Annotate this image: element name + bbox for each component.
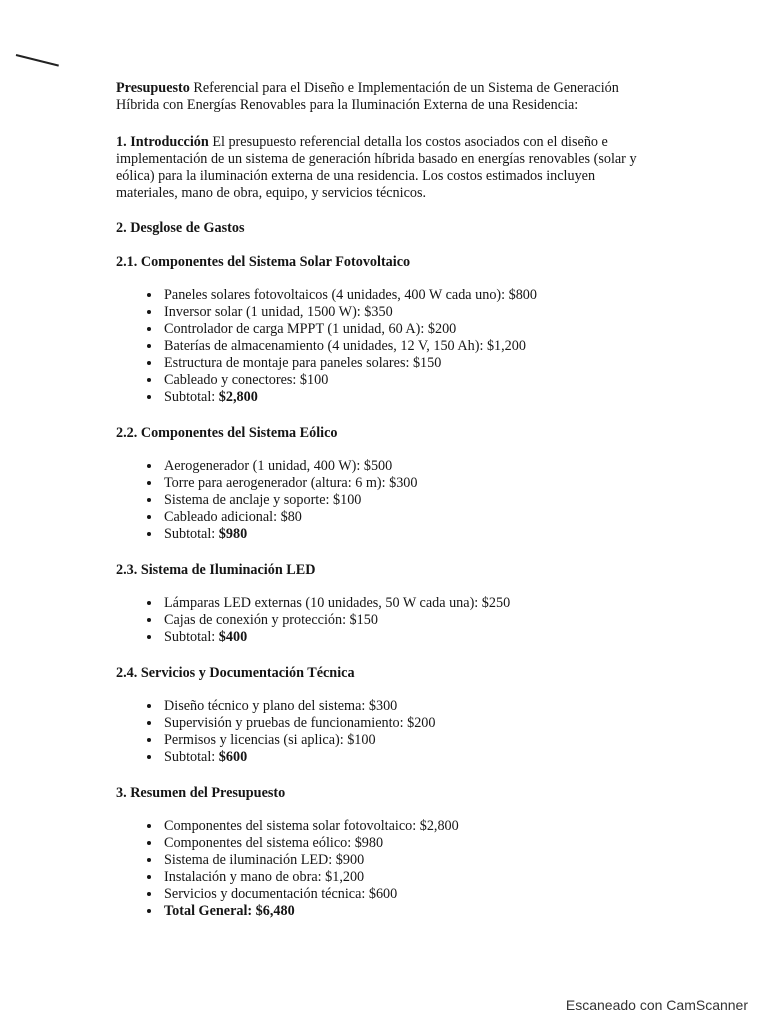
subtotal-item (162, 389, 656, 406)
subtotal-label: Subtotal: (164, 629, 216, 645)
summary-list (116, 818, 656, 920)
list-item: • Controlador de carga MPPT (1 unidad, 60 A): $200 (162, 321, 656, 338)
list-item: • Baterías de almacenamiento (4 unidades, 12 V, 150 Ah): $1,200 (162, 338, 656, 355)
summary-heading: 3. Resumen del Presupuesto (116, 785, 286, 801)
list-item: • Componentes del sistema eólico: $980 (162, 835, 656, 852)
section-heading-services: 2.4. Servicios y Documentación Técnica (116, 665, 355, 681)
list-item: • Servicios y documentación técnica: $600 (162, 886, 656, 903)
introduction-heading: 1. Introducción (116, 134, 209, 150)
section-list-led (116, 595, 656, 646)
breakdown-heading: 2. Desglose de Gastos (116, 220, 245, 236)
section-heading-solar: 2.1. Componentes del Sistema Solar Fotovoltaico (116, 254, 411, 270)
section-heading-led: 2.3. Sistema de Iluminación LED (116, 562, 316, 578)
list-item: • Componentes del sistema solar fotovoltaico: $2,800 (162, 818, 656, 835)
subtotal-value: $600 (218, 749, 248, 765)
list-item: • Paneles solares fotovoltaicos (4 unidades, 400 W cada uno): $800 (162, 287, 656, 304)
list-item: • Sistema de iluminación LED: $900 (162, 852, 656, 869)
subtotal-label: Subtotal: (164, 749, 216, 765)
subtotal-value: $2,800 (218, 389, 258, 405)
title-rest: Referencial para el Diseño e Implementación de un Sistema de Generación Híbrida con Energías Renovables para la Iluminación Externa de una Residencia: (116, 80, 619, 113)
subtotal-item (162, 526, 656, 543)
document-title (116, 80, 656, 114)
scanner-watermark: Escaneado con CamScanner (565, 997, 748, 1013)
pen-stroke-mark (16, 54, 59, 67)
subtotal-label: Subtotal: (164, 389, 216, 405)
section-list-solar (116, 287, 656, 406)
list-item: • Diseño técnico y plano del sistema: $300 (162, 698, 656, 715)
subtotal-value: $400 (218, 629, 248, 645)
list-item: • Inversor solar (1 unidad, 1500 W): $350 (162, 304, 656, 321)
list-item: • Torre para aerogenerador (altura: 6 m): $300 (162, 475, 656, 492)
list-item: • Sistema de anclaje y soporte: $100 (162, 492, 656, 509)
list-item: • Supervisión y pruebas de funcionamiento: $200 (162, 715, 656, 732)
introduction-paragraph (116, 134, 656, 202)
list-item: • Instalación y mano de obra: $1,200 (162, 869, 656, 886)
list-item: • Cableado adicional: $80 (162, 509, 656, 526)
introduction-text: El presupuesto referencial detalla los costos asociados con el diseño e implementación de un sistema de generación híbrida basado en energías renovables (solar y eólica) para la iluminación externa de una residencia. Los costos estimados incluyen materiales, mano de obra, equipo, y servicios técnicos. (116, 134, 637, 201)
subtotal-item (162, 629, 656, 646)
subtotal-label: Subtotal: (164, 526, 216, 542)
list-item: • Estructura de montaje para paneles solares: $150 (162, 355, 656, 372)
list-item: • Cajas de conexión y protección: $150 (162, 612, 656, 629)
section-list-wind (116, 458, 656, 543)
list-item: • Permisos y licencias (si aplica): $100 (162, 732, 656, 749)
subtotal-value: $980 (218, 526, 248, 542)
list-item: • Cableado y conectores: $100 (162, 372, 656, 389)
list-item: • Lámparas LED externas (10 unidades, 50 W cada una): $250 (162, 595, 656, 612)
section-heading-wind: 2.2. Componentes del Sistema Eólico (116, 425, 338, 441)
subtotal-item (162, 749, 656, 766)
total-item: • Total General: $6,480 (162, 903, 656, 920)
title-bold-word: Presupuesto (116, 80, 190, 96)
section-list-services (116, 698, 656, 766)
list-item: • Aerogenerador (1 unidad, 400 W): $500 (162, 458, 656, 475)
document-page (116, 80, 656, 939)
